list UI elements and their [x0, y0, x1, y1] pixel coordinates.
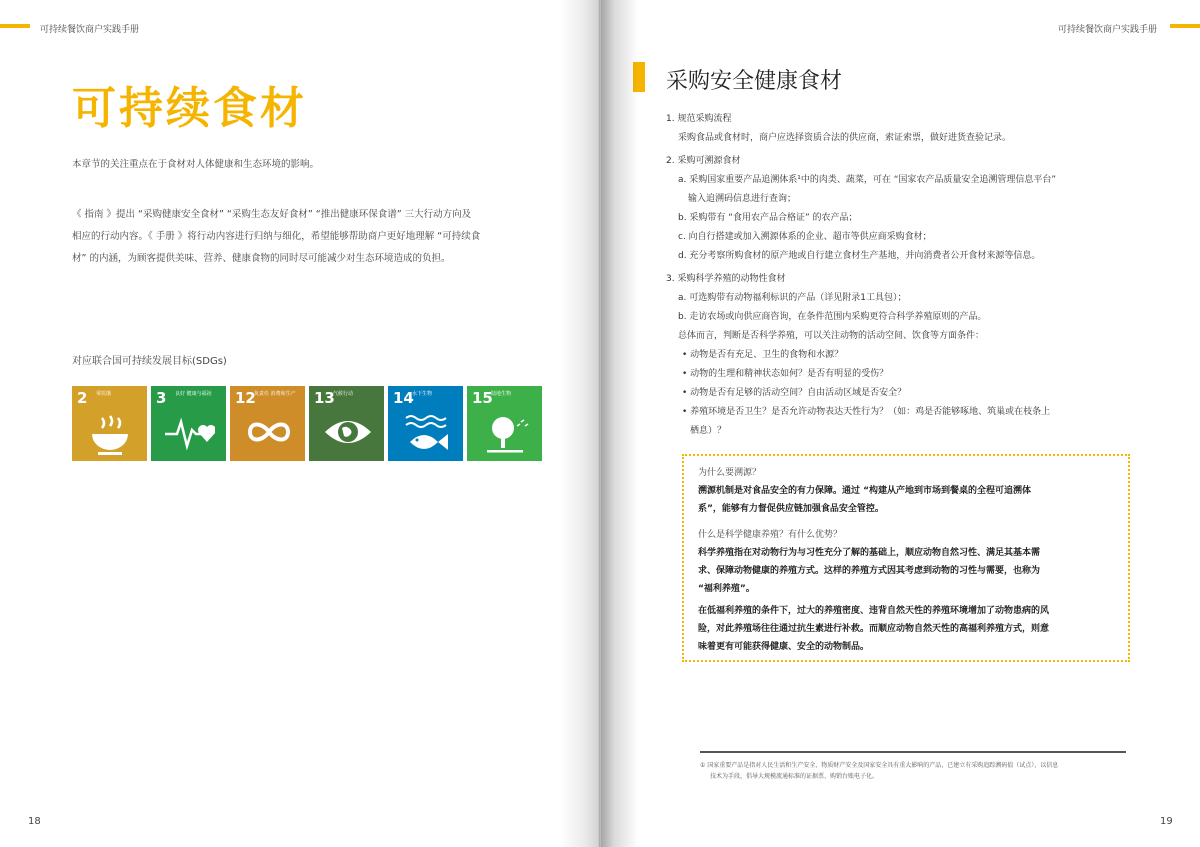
list-item: • 动物是否有足够的活动空间？自由活动区域是否安全？ — [682, 388, 907, 398]
header-accent-bar — [0, 24, 30, 28]
page-number-left: 18 — [28, 816, 41, 827]
gutter-shadow-left — [560, 0, 600, 847]
fish-icon — [402, 412, 452, 456]
section-content: 1. 规范采购流程 采购食品或食材时，商户应选择资质合法的供应商，索证索票，做好进货查验记录。 2. 采购可溯源食材 a. 采购国家重要产品追溯体系¹中的肉类、蔬菜，可在 “国家农产品质量安全追溯管理信息平台” 输入追溯码信息进行查询； b. 采购带有 “食用农产品合格证” 的农产品； c. 向自行搭建或加入溯源体系的企业、超市等供应商采购食材； d. 充分考察所购食材的原产地或自行建立食材生产基地，并向消费者公开食材来源等信息。 3. 采购科学养殖的动物性食材 a. 可选购带有动物福利标识的产品（详见附录1工具包）； b. 走访农场或向供应商咨询，在条件范围内采购更符合科学养殖原则的产品。 总体而言，判断是否科学养殖，可以关注动物的活动空间、饮食等方面条件： • 动物是否有充足、卫生的食物和水源？ • 动物的生理和精神状态如何？是否有明显的受伤？ • 动物是否有足够的活动空间？自由活动区域是否安全？ • 养殖环境是否卫生？是否允许动物表达天性行为？（如：鸡是否能够啄地、筑巢或在枝条上 栖息）？ — [666, 106, 1136, 441]
heartbeat-icon — [165, 412, 215, 452]
page-number-right: 19 — [1160, 816, 1173, 827]
info-callout-box: 为什么要溯源？ 溯源机制是对食品安全的有力保障。通过 “构建从产地到市场到餐桌的全程可追溯体 系”，能够有力督促供应链加强食品安全管控。 什么是科学健康养殖？有什么优势？ 科学养殖指在对动物行为与习性充分了解的基础上，顺应动物自然习性、满足其基本需 求、保障动物健康的养殖方式。这样的养殖方式因其考虑到动物的习性与需要，也称为 “福利养殖”。 在低福利养殖的条件下，过大的养殖密度、违背自然天性的养殖环境增加了动物患病的风 险，对此养殖场往往通过抗生素进行补救。而顺应动物自然天性的高福利养殖方式，则意 味着更有可能获得健康、安全的动物制品。 — [682, 454, 1130, 662]
callout-question-2: 什么是科学健康养殖？有什么优势？ — [698, 530, 843, 540]
sdg-tile-12: 12 负责任 消费和生产 — [230, 386, 305, 461]
eye-globe-icon — [323, 412, 373, 452]
section-marker — [633, 62, 645, 92]
right-page — [600, 0, 1200, 847]
sdg-tile-13: 13 气候行动 — [309, 386, 384, 461]
chapter-title: 可持续食材 — [72, 83, 307, 134]
footnote: ① 国家重要产品是指对人民生活和生产安全、物质财产安全及国家安全具有重大影响的产品，已建立有采购追踪溯码值（试点），以信息 技术为手段，倡导大规模流通标准的证据票、购销台账电子化。 — [700, 762, 1059, 780]
list-item: • 动物的生理和精神状态如何？是否有明显的受伤？ — [682, 369, 889, 379]
list-item: • 动物是否有充足、卫生的食物和水源？ — [682, 350, 844, 360]
bowl-icon — [86, 412, 134, 456]
heading-2: 2. 采购可溯源食材 — [666, 156, 741, 166]
sdg-tile-3: 3 良好 健康与福祉 — [151, 386, 226, 461]
footnote-rule — [700, 751, 1126, 753]
running-header: 可持续餐饮商户实践手册 — [40, 25, 140, 35]
header-accent-bar-right — [1170, 24, 1200, 28]
running-header-right: 可持续餐饮商户实践手册 — [1058, 25, 1158, 35]
chapter-paragraph: 《 指南 》提出 “采购健康安全食材” “采购生态友好食材” “推出健康环保食谱” 三大行动方向及 相应的行动内容。《 手册 》将行动内容进行归纳与细化，希望能够帮助商户更好地理解 “可持续食 材” 的内涵，为顾客提供美味、营养、健康食物的同时尽可能减少对生态环境造成的负担。 — [72, 209, 481, 264]
infinity-icon — [244, 412, 294, 452]
sdg-tile-14: 14 水下生物 — [388, 386, 463, 461]
sdg-tile-2: 2 零饥饿 — [72, 386, 147, 461]
sdg-tile-15: 15 陆地生物 — [467, 386, 542, 461]
heading-1: 1. 规范采购流程 — [666, 114, 732, 124]
chapter-intro: 本章节的关注重点在于食材对人体健康和生态环境的影响。 — [72, 159, 320, 170]
callout-question-1: 为什么要溯源？ — [698, 468, 762, 478]
heading-3: 3. 采购科学养殖的动物性食材 — [666, 274, 786, 284]
tree-icon — [481, 412, 531, 456]
sdg-icon-row — [72, 386, 542, 461]
list-item: • 养殖环境是否卫生？是否允许动物表达天性行为？（如：鸡是否能够啄地、筑巢或在枝条上 — [682, 407, 1051, 417]
sdg-label: 对应联合国可持续发展目标(SDGs) — [72, 356, 227, 367]
section-title: 采购安全健康食材 — [666, 69, 843, 94]
